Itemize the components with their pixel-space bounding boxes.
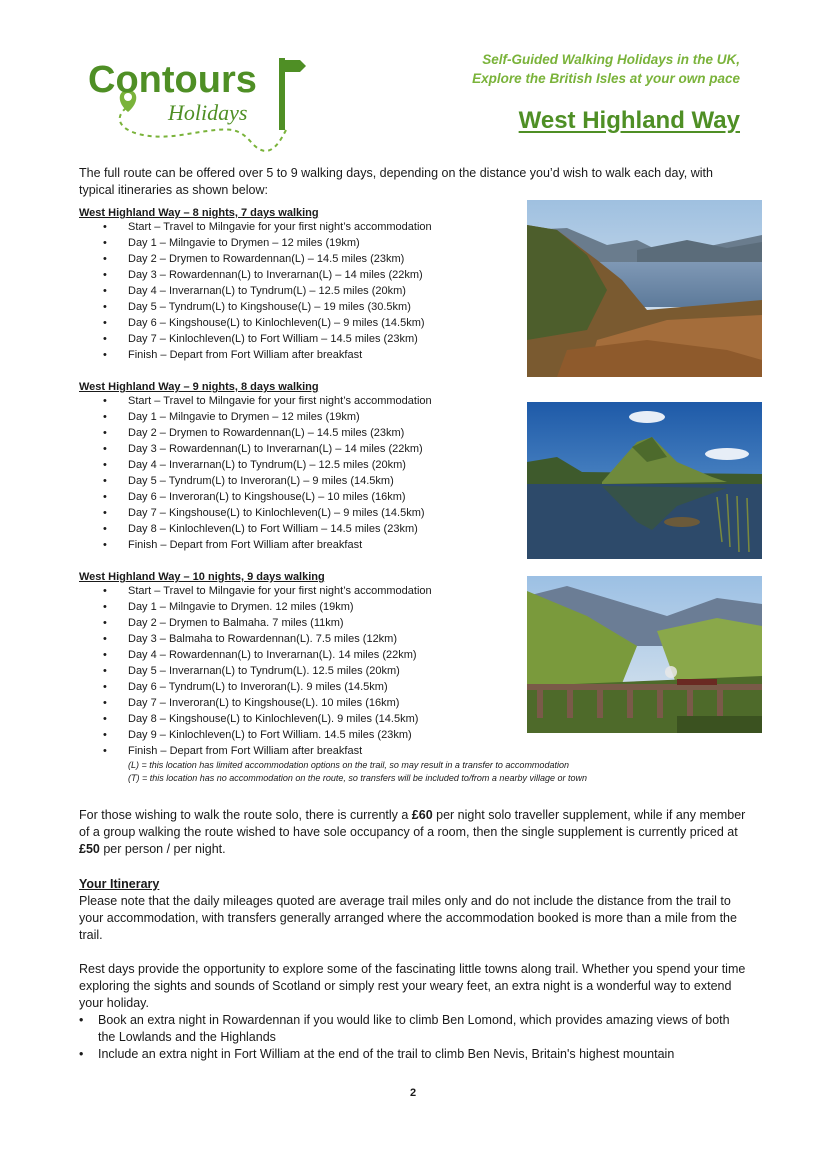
list-item: • Book an extra night in Rowardennan if you would like to climb Ben Lomond, which provides amazing views of both the Lowlands and the Highlands <box>79 1012 747 1046</box>
list-item: • Day 7 – Inveroran(L) to Kingshouse(L). 10 miles (16km) <box>79 695 679 711</box>
list-item: • Day 2 – Drymen to Rowardennan(L) – 14.5 miles (23km) <box>79 251 519 267</box>
page-title: West Highland Way <box>518 107 740 134</box>
section-heading: Your Itinerary <box>79 877 160 891</box>
list-item: • Day 8 – Kingshouse(L) to Kinlochleven(L). 9 miles (14.5km) <box>79 711 679 727</box>
logo-word: Contours <box>88 59 257 101</box>
list-item: • Day 5 – Tyndrum(L) to Inveroran(L) – 9 miles (14.5km) <box>79 473 519 489</box>
solo-text-3: per person / per night. <box>99 842 226 856</box>
list-item: • Day 3 – Rowardennan(L) to Inverarnan(L) – 14 miles (22km) <box>79 267 519 283</box>
solo-supplement-paragraph <box>79 807 747 858</box>
itinerary-8-nights <box>79 207 519 363</box>
list-item: • Day 6 – Inveroran(L) to Kingshouse(L) – 10 miles (16km) <box>79 489 519 505</box>
list-item: • Include an extra night in Fort William at the end of the trail to climb Ben Nevis, Britain's highest mountain <box>79 1046 747 1063</box>
solo-text-2: per night solo traveller supplement, while if any member of a group walking the route wished to have sole occupancy of a room, then the single supplement is currently priced at <box>79 808 746 839</box>
tagline-line-1: Self-Guided Walking Holidays in the UK, <box>482 52 740 67</box>
page-number: 2 <box>409 1087 417 1099</box>
list-item: • Day 6 – Kingshouse(L) to Kinlochleven(L) – 9 miles (14.5km) <box>79 315 519 331</box>
list-item: • Day 4 – Inverarnan(L) to Tyndrum(L) – 12.5 miles (20km) <box>79 457 519 473</box>
list-item: • Day 1 – Milngavie to Drymen – 12 miles (19km) <box>79 235 519 251</box>
list-item: • Day 5 – Tyndrum(L) to Kingshouse(L) – 19 miles (30.5km) <box>79 299 519 315</box>
itinerary-notes <box>79 759 679 785</box>
list-item: • Day 4 – Inverarnan(L) to Tyndrum(L) – 12.5 miles (20km) <box>79 283 519 299</box>
loch-lomond-photo <box>527 200 762 377</box>
list-item: • Day 1 – Milngavie to Drymen – 12 miles (19km) <box>79 409 519 425</box>
contours-logo <box>86 50 311 155</box>
extra-nights-list <box>79 1012 747 1063</box>
list-item: • Finish – Depart from Fort William after breakfast <box>79 537 519 553</box>
list-item: • Finish – Depart from Fort William after breakfast <box>79 347 519 363</box>
list-item: • Day 7 – Kingshouse(L) to Kinlochleven(L) – 9 miles (14.5km) <box>79 505 519 521</box>
tagline <box>472 50 740 88</box>
your-itinerary-section <box>79 876 747 944</box>
list-item: • Day 9 – Kinlochleven(L) to Fort William. 14.5 miles (23km) <box>79 727 679 743</box>
list-item: • Start – Travel to Milngavie for your first night’s accommodation <box>79 393 519 409</box>
glenfinnan-viaduct-photo <box>527 576 762 733</box>
list-item: • Day 2 – Drymen to Balmaha. 7 miles (11km) <box>79 615 679 631</box>
solo-price: £60 <box>411 808 433 822</box>
list-item: • Day 4 – Rowardennan(L) to Inverarnan(L). 14 miles (22km) <box>79 647 679 663</box>
solo-text-1: For those wishing to walk the route solo, there is currently a <box>79 808 412 822</box>
note-limited: (L) = this location has limited accommodation options on the trail, so may result in a transfer to accommodation <box>128 760 569 770</box>
list-item: • Day 2 – Drymen to Rowardennan(L) – 14.5 miles (23km) <box>79 425 519 441</box>
list-item: • Day 6 – Tyndrum(L) to Inveroran(L). 9 miles (14.5km) <box>79 679 679 695</box>
tagline-line-2: Explore the British Isles at your own pace <box>472 71 740 86</box>
itinerary-9-nights <box>79 381 519 553</box>
list-item: • Day 7 – Kinlochleven(L) to Fort William – 14.5 miles (23km) <box>79 331 519 347</box>
list-item: • Start – Travel to Milngavie for your first night’s accommodation <box>79 219 519 235</box>
list-item: • Finish – Depart from Fort William after breakfast <box>79 743 679 759</box>
note-transfer: (T) = this location has no accommodation on the route, so transfers will be included to/from a nearby village or town <box>128 773 587 783</box>
single-price: £50 <box>79 842 100 856</box>
list-item: • Day 1 – Milngavie to Drymen. 12 miles (19km) <box>79 599 679 615</box>
list-item: • Day 3 – Rowardennan(L) to Inverarnan(L) – 14 miles (22km) <box>79 441 519 457</box>
intro-paragraph: The full route can be offered over 5 to 9 walking days, depending on the distance you’d wish to walk each day, with typical itineraries as shown below: <box>79 166 713 197</box>
rest-days-paragraph: Rest days provide the opportunity to explore some of the fascinating little towns along trail. Whether you spend your time exploring the sights and sounds of Scotland or simply rest your weary feet, an extra night is a wonderful way to extend your holiday. <box>79 962 746 1010</box>
itinerary-title: West Highland Way – 9 nights, 8 days walking <box>79 381 319 393</box>
mountain-lake-photo <box>527 402 762 559</box>
logo-sub: Holidays <box>168 100 248 125</box>
list-item: • Day 3 – Balmaha to Rowardennan(L). 7.5 miles (12km) <box>79 631 679 647</box>
itinerary-title: West Highland Way – 8 nights, 7 days walking <box>79 207 319 219</box>
list-item: • Start – Travel to Milngavie for your first night’s accommodation <box>79 583 679 599</box>
list-item: • Day 5 – Inverarnan(L) to Tyndrum(L). 12.5 miles (20km) <box>79 663 679 679</box>
mileage-paragraph: Please note that the daily mileages quoted are average trail miles only and do not include the distance from the trail to your accommodation, with transfers generally arranged where the accommodation booked is more than a mile from the trail. <box>79 894 737 942</box>
itinerary-title: West Highland Way – 10 nights, 9 days walking <box>79 571 325 583</box>
list-item: • Day 8 – Kinlochleven(L) to Fort William – 14.5 miles (23km) <box>79 521 519 537</box>
